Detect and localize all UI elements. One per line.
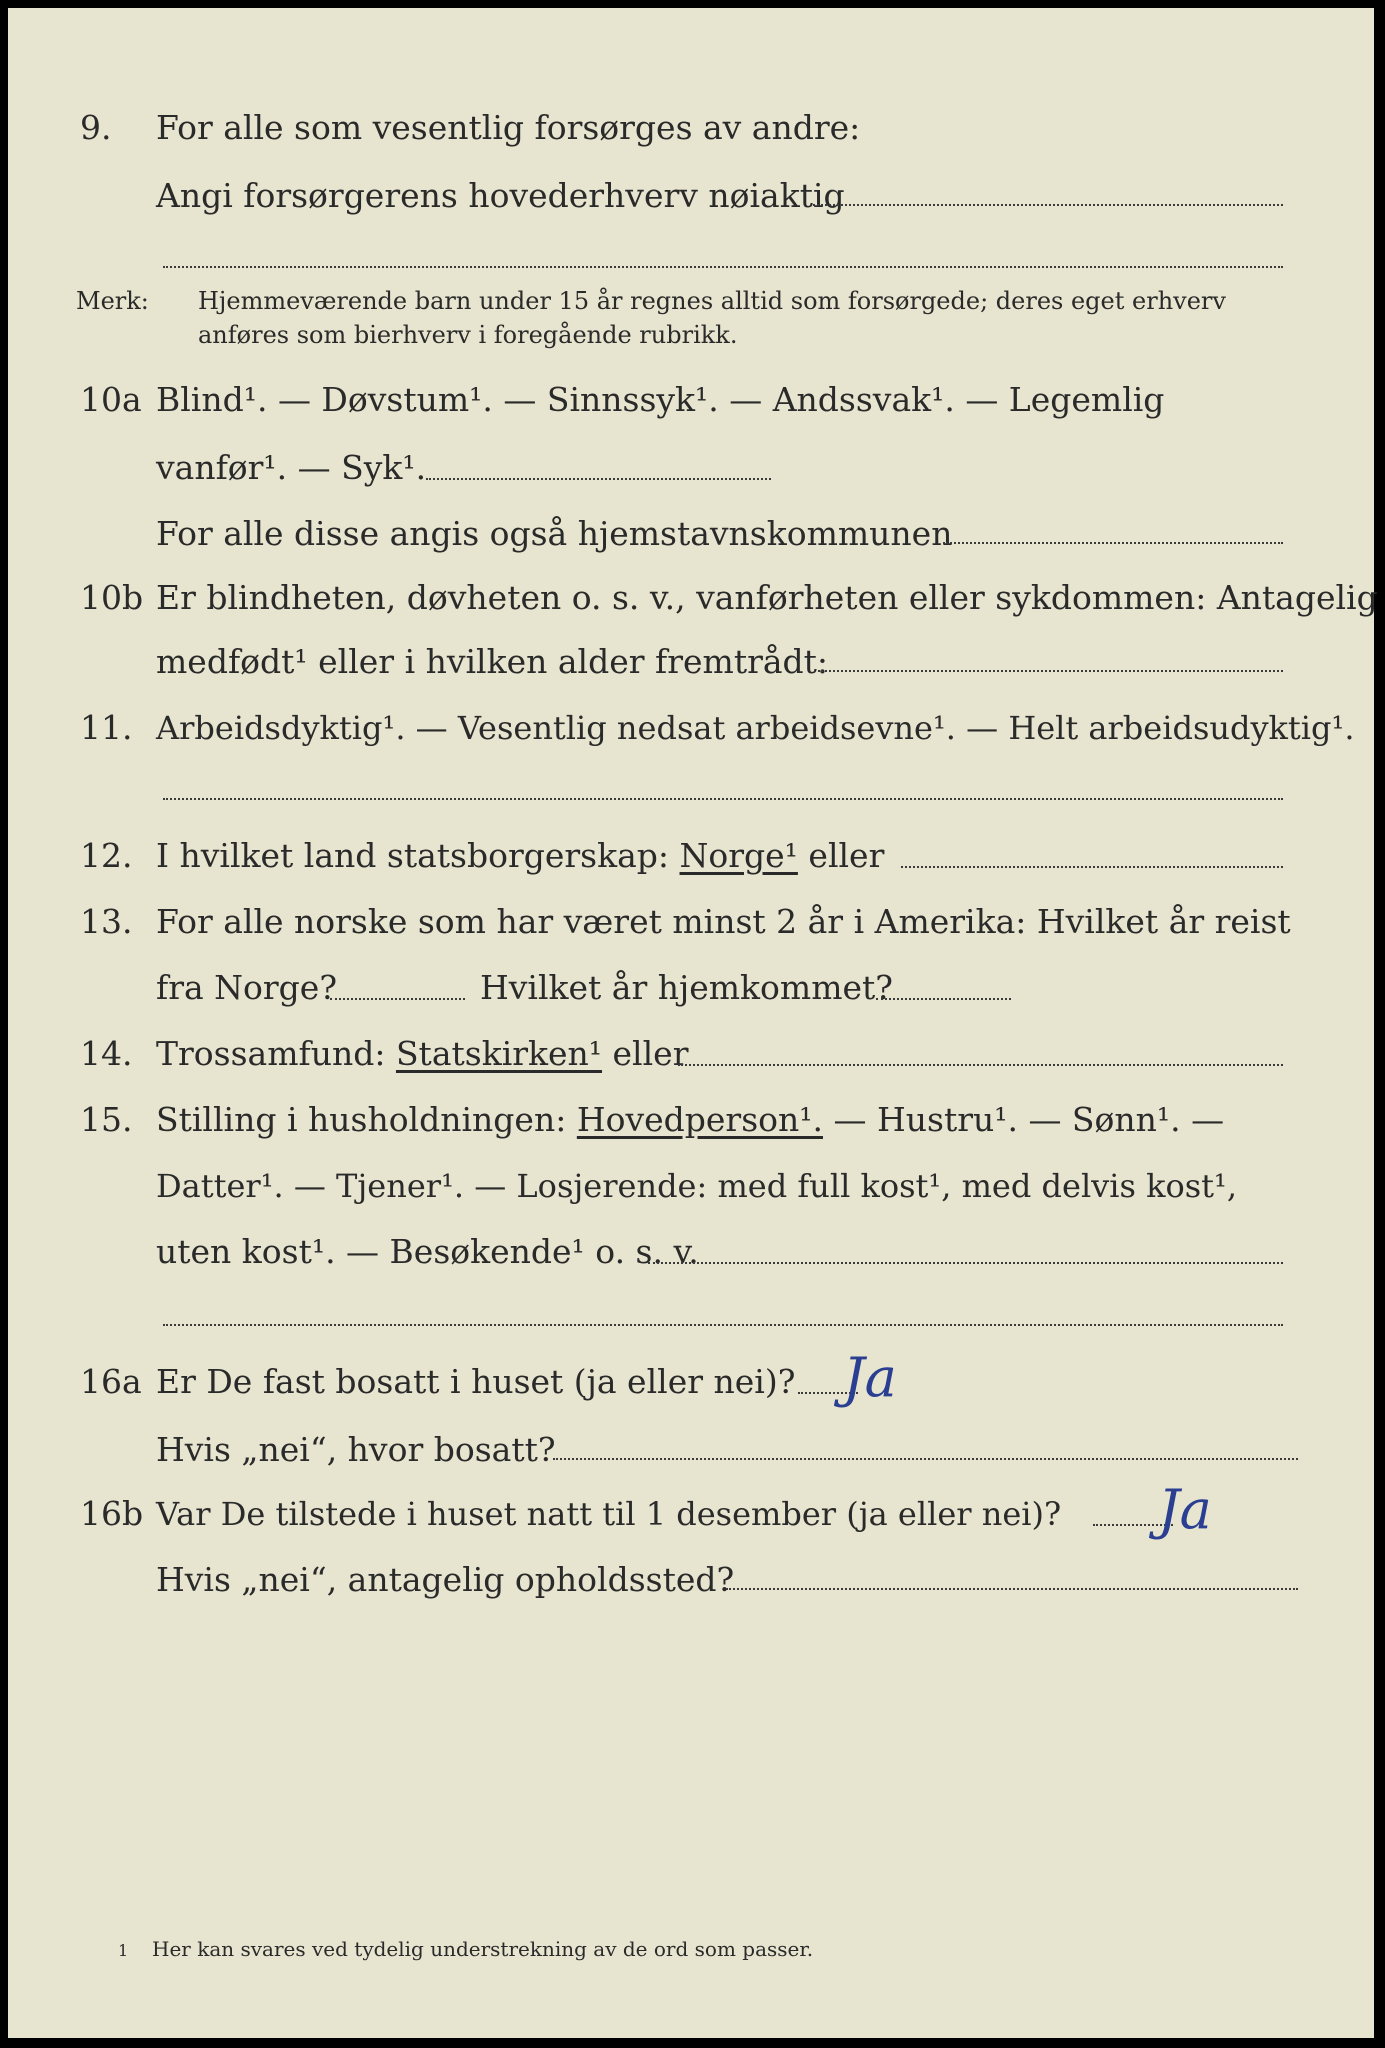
q14-line <box>156 1034 688 1074</box>
q10b-line2: medfødt¹ eller i hvilken alder fremtrådt: <box>156 642 829 681</box>
q14-answer-line[interactable] <box>678 1064 1283 1066</box>
q13-departure-line[interactable] <box>330 998 465 1000</box>
q15-answer-line-2[interactable] <box>163 1324 1283 1326</box>
q13-line2b: Hvilket år hjemkommet? <box>480 968 893 1007</box>
q15-suffix: — Hustru¹. — Sønn¹. — <box>833 1100 1225 1139</box>
q16a-line1: Er De fast bosatt i huset (ja eller nei)? <box>156 1362 796 1401</box>
q15-line2: Datter¹. — Tjener¹. — Losjerende: med full kost¹, med delvis kost¹, <box>156 1167 1238 1205</box>
q10b-answer-line[interactable] <box>818 670 1283 672</box>
q16a-residence-line[interactable] <box>553 1458 1298 1460</box>
q12-norway: Norge¹ <box>679 836 798 875</box>
q16b-whereabouts-line[interactable] <box>726 1588 1298 1590</box>
footnote-mark: 1 <box>118 1941 129 1960</box>
q16b-number: 16b <box>80 1494 144 1533</box>
q16a-number: 16a <box>80 1362 142 1401</box>
q12-suffix: eller <box>808 836 885 875</box>
merk-line1: Hjemmeværende barn under 15 år regnes alltid som forsørgede; deres eget erhverv <box>198 287 1226 315</box>
q10a-line2: vanfør¹. — Syk¹. <box>156 448 427 487</box>
q10b-number: 10b <box>80 578 144 617</box>
q10a-line1: Blind¹. — Døvstum¹. — Sinnssyk¹. — Andssvak¹. — Legemlig <box>156 380 1165 419</box>
q12-answer-line[interactable] <box>901 866 1283 868</box>
q11-answer-line[interactable] <box>163 798 1283 800</box>
q10a-sick-answer-line[interactable] <box>426 478 771 480</box>
q13-number: 13. <box>80 902 133 941</box>
q15-number: 15. <box>80 1100 133 1139</box>
q16a-handwritten-answer: Ja <box>843 1346 897 1409</box>
q13-line1: For alle norske som har været minst 2 år i Amerika: Hvilket år reist <box>156 902 1291 941</box>
footnote-text: Her kan svares ved tydelig understrekning av de ord som passer. <box>152 1937 814 1961</box>
q16a-line2: Hvis „nei“, hvor bosatt? <box>156 1430 556 1469</box>
q9-number: 9. <box>80 108 112 147</box>
q12-prefix: I hvilket land statsborgerskap: <box>156 836 670 875</box>
q16b-handwritten-answer: Ja <box>1158 1478 1212 1541</box>
q14-suffix: eller <box>612 1034 689 1073</box>
q9-answer-line[interactable] <box>813 204 1283 206</box>
q14-number: 14. <box>80 1034 133 1073</box>
q12-line <box>156 836 884 876</box>
q14-state-church: Statskirken¹ <box>395 1034 603 1073</box>
q14-prefix: Trossamfund: <box>156 1034 386 1073</box>
census-form-page <box>8 8 1378 2038</box>
q13-line2a: fra Norge? <box>156 968 338 1007</box>
q9-line2: Angi forsørgerens hovederhverv nøiaktig <box>156 176 845 215</box>
q11-line1: Arbeidsdyktig¹. — Vesentlig nedsat arbeidsevne¹. — Helt arbeidsudyktig¹. <box>156 709 1355 747</box>
q9-line1: For alle som vesentlig forsørges av andre: <box>156 108 861 147</box>
q9-answer-line-2[interactable] <box>163 266 1283 268</box>
merk-line2: anføres som bierhverv i foregående rubrikk. <box>198 321 738 349</box>
q15-prefix: Stilling i husholdningen: <box>156 1100 567 1139</box>
q10a-municipality-line[interactable] <box>943 542 1283 544</box>
q15-head-of-household: Hovedperson¹. <box>576 1100 823 1139</box>
q12-number: 12. <box>80 836 133 875</box>
q16b-line1: Var De tilstede i huset natt til 1 desember (ja eller nei)? <box>156 1495 1062 1533</box>
q16b-line2: Hvis „nei“, antagelig opholdssted? <box>156 1560 735 1599</box>
q10a-number: 10a <box>80 380 142 419</box>
q15-answer-line[interactable] <box>648 1262 1283 1264</box>
q10b-line1: Er blindheten, døvheten o. s. v., vanførheten eller sykdommen: Antagelig <box>156 578 1378 617</box>
merk-label: Merk: <box>76 287 149 315</box>
q10a-line3: For alle disse angis også hjemstavnskommunen <box>156 514 953 553</box>
q15-line3: uten kost¹. — Besøkende¹ o. s. v. <box>156 1232 699 1271</box>
q13-return-line[interactable] <box>876 998 1011 1000</box>
q11-number: 11. <box>80 708 133 747</box>
q15-line1 <box>156 1100 1224 1140</box>
